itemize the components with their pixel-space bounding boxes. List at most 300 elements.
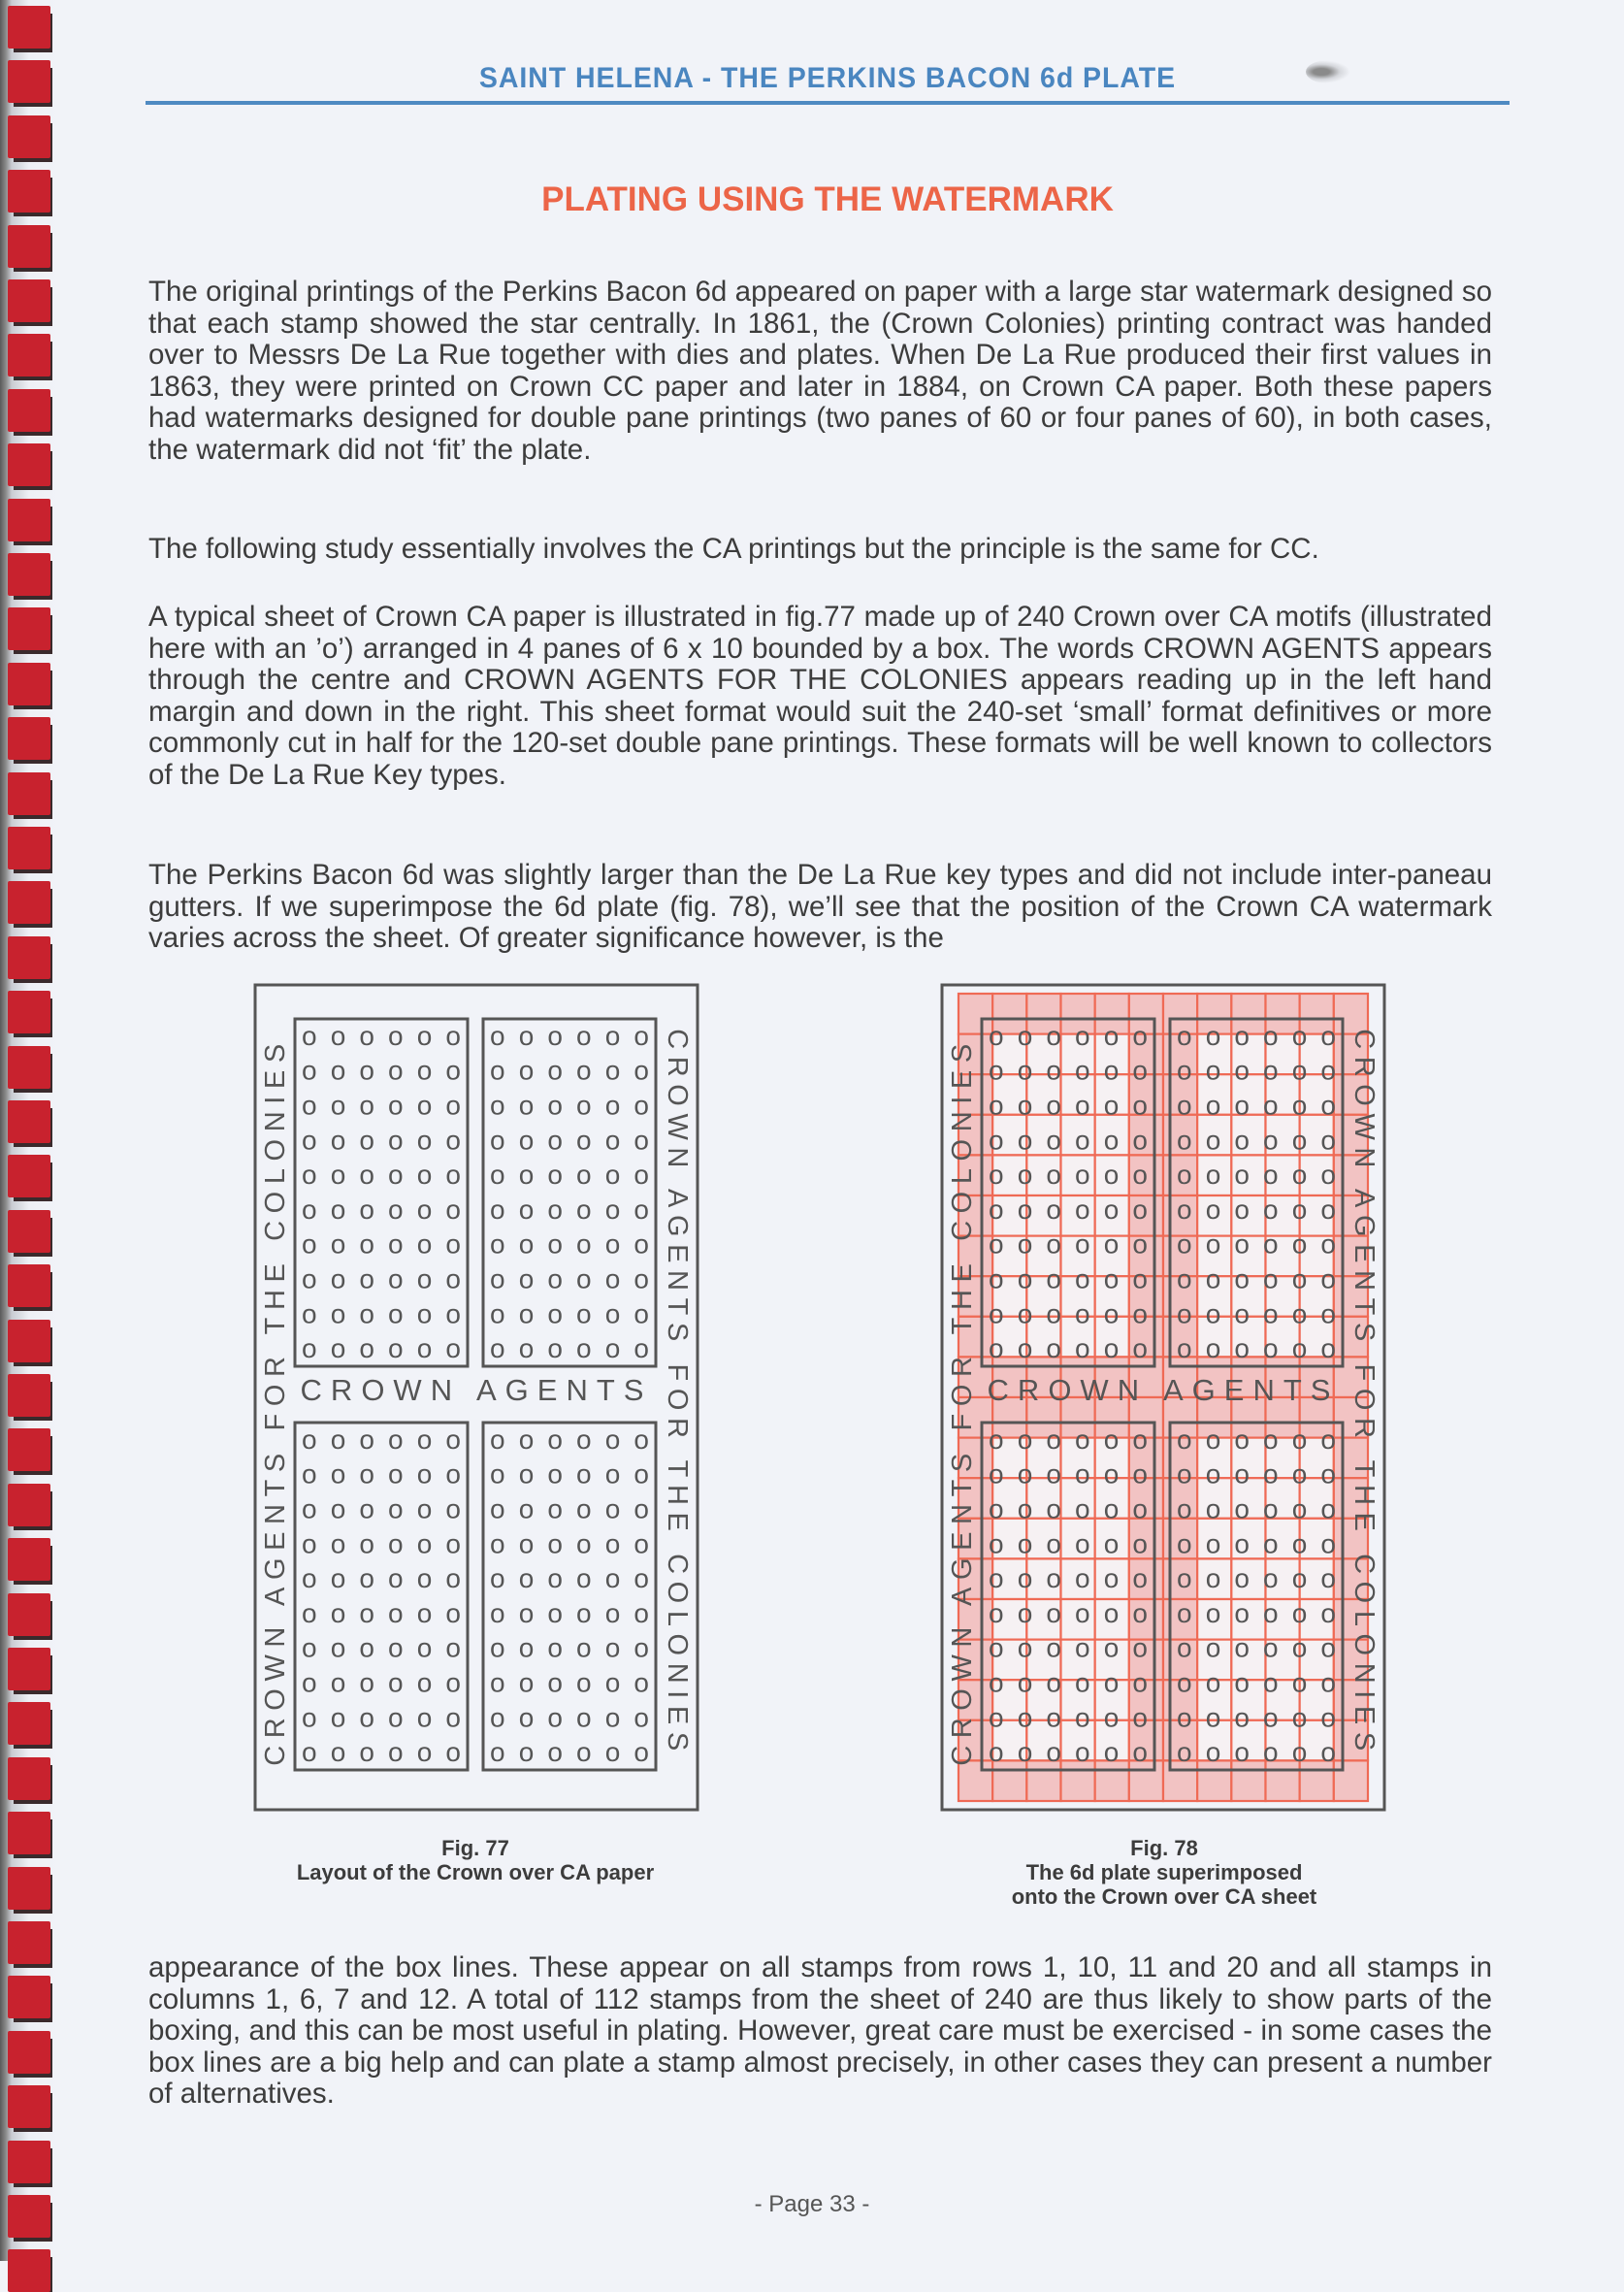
crown-ca-motif: o <box>1263 1632 1279 1663</box>
binding-ring <box>8 1264 50 1307</box>
crown-ca-motif: o <box>302 1055 317 1086</box>
watermark-pane-box <box>483 1019 656 1366</box>
crown-ca-motif: o <box>1177 1298 1192 1329</box>
crown-ca-motif: o <box>330 1333 346 1364</box>
crown-ca-motif: o <box>302 1424 317 1455</box>
figure-77-caption <box>233 1836 718 1884</box>
crown-ca-motif: o <box>1017 1702 1033 1733</box>
crown-ca-motif: o <box>490 1702 505 1733</box>
crown-ca-motif: o <box>1291 1194 1308 1225</box>
crown-ca-motif: o <box>1177 1055 1192 1086</box>
crown-ca-motif: o <box>445 1632 461 1663</box>
crown-ca-motif: o <box>1017 1160 1033 1191</box>
crown-ca-motif: o <box>1075 1228 1090 1260</box>
crown-ca-motif: o <box>576 1563 592 1594</box>
crown-ca-motif: o <box>547 1298 563 1329</box>
crown-ca-motif: o <box>1017 1597 1033 1628</box>
crown-ca-motif: o <box>302 1263 317 1294</box>
crown-ca-motif: o <box>1263 1597 1279 1628</box>
crown-ca-motif: o <box>416 1563 433 1594</box>
crown-ca-motif: o <box>547 1194 563 1225</box>
crown-ca-motif: o <box>1132 1667 1148 1698</box>
crown-ca-motif: o <box>1291 1737 1308 1768</box>
crown-ca-motif: o <box>1177 1667 1192 1698</box>
crown-ca-motif: o <box>576 1702 592 1733</box>
crown-ca-motif: o <box>445 1737 461 1768</box>
binding-ring <box>8 717 50 760</box>
crown-ca-motif: o <box>1075 1125 1090 1156</box>
crown-ca-motif: o <box>1234 1020 1250 1051</box>
crown-ca-motif: o <box>1263 1090 1279 1121</box>
crown-ca-motif: o <box>445 1424 461 1455</box>
crown-ca-motif: o <box>1177 1702 1192 1733</box>
crown-ca-motif: o <box>633 1632 649 1663</box>
crown-ca-motif: o <box>547 1090 563 1121</box>
crown-ca-motif: o <box>416 1125 433 1156</box>
crown-ca-motif: o <box>1234 1333 1250 1364</box>
crown-ca-motif: o <box>1046 1228 1061 1260</box>
crown-ca-motif: o <box>302 1090 317 1121</box>
crown-ca-motif: o <box>490 1090 505 1121</box>
crown-ca-motif: o <box>989 1194 1004 1225</box>
crown-ca-motif: o <box>1291 1298 1308 1329</box>
crown-ca-motif: o <box>1075 1333 1090 1364</box>
crown-ca-motif: o <box>490 1424 505 1455</box>
crown-ca-motif: o <box>1234 1563 1250 1594</box>
crown-ca-motif: o <box>330 1055 346 1086</box>
crown-ca-motif: o <box>1075 1702 1090 1733</box>
crown-ca-motif: o <box>1132 1597 1148 1628</box>
crown-ca-motif: o <box>1205 1194 1221 1225</box>
binding-ring <box>8 499 50 541</box>
crown-ca-motif: o <box>1263 1702 1279 1733</box>
crown-ca-motif: o <box>547 1563 563 1594</box>
crown-ca-motif: o <box>1291 1160 1308 1191</box>
crown-ca-motif: o <box>633 1020 649 1051</box>
crown-ca-motif: o <box>1017 1333 1033 1364</box>
crown-ca-motif: o <box>1075 1737 1090 1768</box>
crown-ca-motif: o <box>633 1563 649 1594</box>
crown-ca-motif: o <box>518 1020 535 1051</box>
crown-ca-motif: o <box>416 1160 433 1191</box>
header-rule <box>146 101 1510 105</box>
crown-ca-motif: o <box>989 1563 1004 1594</box>
crown-ca-motif: o <box>576 1458 592 1490</box>
binding-ring <box>8 443 50 486</box>
crown-ca-motif: o <box>518 1458 535 1490</box>
crown-ca-motif: o <box>604 1090 621 1121</box>
crown-ca-motif: o <box>1263 1528 1279 1559</box>
crown-ca-motif: o <box>547 1263 563 1294</box>
crown-ca-motif: o <box>330 1424 346 1455</box>
crown-ca-motif: o <box>547 1458 563 1490</box>
binding-ring <box>8 2249 50 2292</box>
crown-ca-motif: o <box>388 1263 404 1294</box>
crown-ca-motif: o <box>302 1458 317 1490</box>
crown-ca-motif: o <box>1291 1090 1308 1121</box>
crown-ca-motif: o <box>604 1528 621 1559</box>
crown-ca-motif: o <box>416 1528 433 1559</box>
crown-ca-motif: o <box>604 1263 621 1294</box>
crown-ca-motif: o <box>1263 1263 1279 1294</box>
crown-ca-motif: o <box>518 1597 535 1628</box>
crown-ca-motif: o <box>989 1737 1004 1768</box>
crown-ca-motif: o <box>989 1458 1004 1490</box>
crown-ca-motif: o <box>1234 1298 1250 1329</box>
crown-ca-motif: o <box>1046 1632 1061 1663</box>
crown-ca-motif: o <box>1017 1737 1033 1768</box>
right-margin-watermark-text: CROWN AGENTS FOR THE COLONIES <box>662 1029 693 1758</box>
crown-ca-motif: o <box>302 1194 317 1225</box>
crown-ca-motif: o <box>1320 1125 1336 1156</box>
crown-ca-motif: o <box>1075 1563 1090 1594</box>
binding-ring <box>8 1428 50 1471</box>
crown-ca-motif: o <box>1075 1424 1090 1455</box>
crown-ca-motif: o <box>1320 1228 1336 1260</box>
crown-ca-sheet-diagram <box>252 982 700 1813</box>
crown-ca-motif: o <box>1103 1702 1120 1733</box>
crown-ca-motif: o <box>1234 1055 1250 1086</box>
center-watermark-text: CROWN AGENTS <box>987 1373 1340 1407</box>
plate-stamp-cell <box>1334 1760 1368 1801</box>
crown-ca-motif: o <box>604 1458 621 1490</box>
crown-ca-motif: o <box>445 1125 461 1156</box>
crown-ca-motif: o <box>604 1298 621 1329</box>
crown-ca-motif: o <box>330 1298 346 1329</box>
crown-ca-motif: o <box>576 1263 592 1294</box>
crown-ca-motif: o <box>989 1632 1004 1663</box>
crown-ca-motif: o <box>359 1458 374 1490</box>
crown-ca-motif: o <box>576 1055 592 1086</box>
crown-ca-motif: o <box>388 1632 404 1663</box>
crown-ca-motif: o <box>1132 1632 1148 1663</box>
crown-ca-motif: o <box>1263 1667 1279 1698</box>
crown-ca-motif: o <box>330 1632 346 1663</box>
crown-ca-motif: o <box>1017 1263 1033 1294</box>
binding-ring <box>8 2141 50 2183</box>
crown-ca-motif: o <box>445 1160 461 1191</box>
crown-ca-motif: o <box>547 1667 563 1698</box>
crown-ca-motif: o <box>359 1160 374 1191</box>
crown-ca-motif: o <box>1291 1493 1308 1524</box>
crown-ca-motif: o <box>633 1055 649 1086</box>
crown-ca-motif: o <box>1320 1263 1336 1294</box>
crown-ca-motif: o <box>1132 1020 1148 1051</box>
crown-ca-motif: o <box>547 1702 563 1733</box>
crown-ca-motif: o <box>1320 1090 1336 1121</box>
crown-ca-motif: o <box>518 1125 535 1156</box>
crown-ca-motif: o <box>518 1493 535 1524</box>
crown-ca-motif: o <box>302 1632 317 1663</box>
binding-ring <box>8 1648 50 1690</box>
crown-ca-motif: o <box>330 1263 346 1294</box>
crown-ca-motif: o <box>1075 1263 1090 1294</box>
crown-ca-motif: o <box>445 1563 461 1594</box>
binding-ring <box>8 389 50 432</box>
crown-ca-motif: o <box>1177 1563 1192 1594</box>
crown-ca-motif: o <box>1291 1528 1308 1559</box>
crown-ca-motif: o <box>547 1228 563 1260</box>
crown-ca-motif: o <box>302 1333 317 1364</box>
crown-ca-motif: o <box>1320 1458 1336 1490</box>
crown-ca-motif: o <box>1205 1493 1221 1524</box>
crown-ca-motif: o <box>1291 1632 1308 1663</box>
crown-ca-motif: o <box>576 1632 592 1663</box>
crown-ca-motif: o <box>359 1493 374 1524</box>
crown-ca-motif: o <box>388 1702 404 1733</box>
figure-78 <box>939 982 1387 1813</box>
crown-ca-motif: o <box>1291 1228 1308 1260</box>
crown-ca-motif: o <box>547 1333 563 1364</box>
crown-ca-motif: o <box>302 1597 317 1628</box>
crown-ca-motif: o <box>416 1597 433 1628</box>
crown-ca-motif: o <box>576 1020 592 1051</box>
crown-ca-motif: o <box>576 1493 592 1524</box>
crown-ca-motif: o <box>1205 1667 1221 1698</box>
crown-ca-motif: o <box>490 1125 505 1156</box>
crown-ca-motif: o <box>604 1702 621 1733</box>
crown-ca-motif: o <box>547 1424 563 1455</box>
crown-ca-motif: o <box>416 1194 433 1225</box>
crown-ca-motif: o <box>302 1493 317 1524</box>
crown-ca-motif: o <box>547 1737 563 1768</box>
crown-ca-motif: o <box>359 1228 374 1260</box>
crown-ca-motif: o <box>1046 1737 1061 1768</box>
binding-ring <box>8 772 50 815</box>
figure-78-text-2: onto the Crown over CA sheet <box>1011 1884 1317 1909</box>
crown-ca-motif: o <box>1132 1090 1148 1121</box>
crown-ca-motif: o <box>388 1597 404 1628</box>
crown-ca-motif: o <box>388 1333 404 1364</box>
crown-ca-motif: o <box>1017 1194 1033 1225</box>
crown-ca-motif: o <box>1132 1424 1148 1455</box>
crown-ca-motif: o <box>302 1667 317 1698</box>
crown-ca-motif: o <box>547 1055 563 1086</box>
binding-ring <box>8 1757 50 1800</box>
crown-ca-motif: o <box>518 1090 535 1121</box>
crown-ca-motif: o <box>1205 1563 1221 1594</box>
crown-ca-motif: o <box>1046 1493 1061 1524</box>
crown-ca-motif: o <box>1263 1458 1279 1490</box>
crown-ca-motif: o <box>604 1563 621 1594</box>
crown-ca-motif: o <box>518 1632 535 1663</box>
crown-ca-motif: o <box>388 1298 404 1329</box>
crown-ca-motif: o <box>1205 1702 1221 1733</box>
binding-ring <box>8 225 50 268</box>
crown-ca-motif: o <box>490 1493 505 1524</box>
crown-ca-motif: o <box>1046 1298 1061 1329</box>
crown-ca-motif: o <box>1132 1493 1148 1524</box>
crown-ca-motif: o <box>388 1424 404 1455</box>
crown-ca-motif: o <box>330 1563 346 1594</box>
crown-ca-motif: o <box>1046 1055 1061 1086</box>
crown-ca-motif: o <box>445 1194 461 1225</box>
binding-ring <box>8 1702 50 1745</box>
crown-ca-motif: o <box>1263 1055 1279 1086</box>
crown-ca-motif: o <box>1103 1298 1120 1329</box>
crown-ca-motif: o <box>1075 1160 1090 1191</box>
crown-ca-motif: o <box>1103 1528 1120 1559</box>
crown-ca-motif: o <box>989 1263 1004 1294</box>
crown-ca-motif: o <box>604 1228 621 1260</box>
crown-ca-motif: o <box>330 1597 346 1628</box>
figure-77-label: Fig. 77 <box>441 1836 509 1860</box>
crown-ca-motif: o <box>604 1194 621 1225</box>
crown-ca-motif: o <box>633 1090 649 1121</box>
crown-ca-motif: o <box>490 1632 505 1663</box>
figure-78-text-1: The 6d plate superimposed <box>1025 1860 1303 1884</box>
crown-ca-motif: o <box>989 1020 1004 1051</box>
crown-ca-motif: o <box>1205 1458 1221 1490</box>
crown-ca-motif: o <box>490 1228 505 1260</box>
crown-ca-motif: o <box>416 1228 433 1260</box>
crown-ca-motif: o <box>1205 1333 1221 1364</box>
binding-ring <box>8 1867 50 1910</box>
crown-ca-motif: o <box>1177 1090 1192 1121</box>
crown-ca-motif: o <box>416 1333 433 1364</box>
crown-ca-motif: o <box>1320 1194 1336 1225</box>
crown-ca-motif: o <box>1320 1160 1336 1191</box>
crown-ca-motif: o <box>1205 1160 1221 1191</box>
binding-ring <box>8 279 50 322</box>
crown-ca-motif: o <box>989 1090 1004 1121</box>
crown-ca-motif: o <box>388 1090 404 1121</box>
crown-ca-motif: o <box>576 1424 592 1455</box>
crown-ca-motif: o <box>604 1632 621 1663</box>
crown-ca-motif: o <box>1263 1160 1279 1191</box>
crown-ca-motif: o <box>633 1528 649 1559</box>
binding-ring <box>8 881 50 924</box>
crown-ca-motif: o <box>989 1055 1004 1086</box>
crown-ca-motif: o <box>388 1055 404 1086</box>
plate-stamp-cell <box>958 994 992 1034</box>
crown-ca-motif: o <box>330 1090 346 1121</box>
binding-ring <box>8 1046 50 1089</box>
binding-ring <box>8 1484 50 1526</box>
figure-77-text: Layout of the Crown over CA paper <box>296 1860 655 1884</box>
crown-ca-motif: o <box>1177 1194 1192 1225</box>
crown-ca-motif: o <box>633 1160 649 1191</box>
crown-ca-motif: o <box>1177 1458 1192 1490</box>
crown-ca-motif: o <box>1291 1125 1308 1156</box>
crown-ca-motif: o <box>1263 1228 1279 1260</box>
crown-ca-motif: o <box>1046 1528 1061 1559</box>
crown-ca-motif: o <box>1103 1667 1120 1698</box>
crown-ca-motif: o <box>1234 1090 1250 1121</box>
crown-ca-motif: o <box>388 1667 404 1698</box>
crown-ca-motif: o <box>359 1020 374 1051</box>
binding-ring <box>8 991 50 1033</box>
crown-ca-motif: o <box>989 1597 1004 1628</box>
crown-ca-motif: o <box>1177 1228 1192 1260</box>
crown-ca-motif: o <box>604 1020 621 1051</box>
crown-ca-motif: o <box>1075 1632 1090 1663</box>
crown-ca-motif: o <box>1017 1090 1033 1121</box>
crown-ca-motif: o <box>1075 1667 1090 1698</box>
crown-ca-motif: o <box>416 1298 433 1329</box>
crown-ca-motif: o <box>1177 1493 1192 1524</box>
crown-ca-motif: o <box>518 1333 535 1364</box>
crown-ca-motif: o <box>604 1424 621 1455</box>
crown-ca-motif: o <box>1132 1298 1148 1329</box>
paragraph-superimpose: The Perkins Bacon 6d was slightly larger than the De La Rue key types and did not include inter-paneau gutters. If we superimpose the 6d plate (fig. 78), we’ll see that the position of the Crown CA watermark varies across the sheet. Of greater significance however, is the <box>148 859 1492 954</box>
crown-ca-motif: o <box>1177 1333 1192 1364</box>
figure-78-label: Fig. 78 <box>1130 1836 1198 1860</box>
crown-ca-motif: o <box>1177 1160 1192 1191</box>
crown-ca-motif: o <box>330 1702 346 1733</box>
paragraph-box-lines: appearance of the box lines. These appear on all stamps from rows 1, 10, 11 and 20 and all stamps in columns 1, 6, 7 and 12. A total of 112 stamps from the sheet of 240 are thus likely to show parts of the boxing, and this can be most useful in plating. However, great care must be exercised - in some cases the box lines are a big help and can plate a stamp almost precisely, in other cases they can present a number of alternatives. <box>148 1951 1492 2110</box>
crown-ca-motif: o <box>1075 1597 1090 1628</box>
crown-ca-motif: o <box>359 1563 374 1594</box>
crown-ca-motif: o <box>302 1528 317 1559</box>
crown-ca-motif: o <box>1046 1563 1061 1594</box>
crown-ca-motif: o <box>330 1020 346 1051</box>
crown-ca-motif: o <box>989 1424 1004 1455</box>
crown-ca-motif: o <box>1075 1020 1090 1051</box>
crown-ca-motif: o <box>445 1493 461 1524</box>
crown-ca-motif: o <box>1075 1194 1090 1225</box>
crown-ca-motif: o <box>1103 1424 1120 1455</box>
crown-ca-motif: o <box>490 1667 505 1698</box>
crown-ca-motif: o <box>1046 1020 1061 1051</box>
crown-ca-motif: o <box>388 1125 404 1156</box>
binding-ring <box>8 1210 50 1253</box>
crown-ca-motif: o <box>302 1702 317 1733</box>
crown-ca-motif: o <box>1320 1424 1336 1455</box>
crown-ca-motif: o <box>1075 1493 1090 1524</box>
crown-ca-motif: o <box>1234 1228 1250 1260</box>
crown-ca-motif: o <box>1320 1702 1336 1733</box>
crown-ca-motif: o <box>1263 1020 1279 1051</box>
binding-ring <box>8 936 50 979</box>
crown-ca-motif: o <box>1291 1333 1308 1364</box>
center-watermark-text: CROWN AGENTS <box>300 1373 653 1407</box>
crown-ca-motif: o <box>1177 1632 1192 1663</box>
crown-ca-motif: o <box>1291 1667 1308 1698</box>
crown-ca-motif: o <box>1291 1563 1308 1594</box>
crown-ca-motif: o <box>633 1458 649 1490</box>
crown-ca-motif: o <box>1075 1090 1090 1121</box>
crown-ca-motif: o <box>1103 1493 1120 1524</box>
crown-ca-motif: o <box>604 1597 621 1628</box>
crown-ca-motif: o <box>1263 1563 1279 1594</box>
spiral-binding <box>0 0 58 2261</box>
crown-ca-motif: o <box>302 1020 317 1051</box>
crown-ca-motif: o <box>1291 1424 1308 1455</box>
crown-ca-motif: o <box>1017 1055 1033 1086</box>
crown-ca-motif: o <box>330 1737 346 1768</box>
crown-ca-motif: o <box>388 1563 404 1594</box>
crown-ca-motif: o <box>989 1528 1004 1559</box>
crown-ca-motif: o <box>518 1424 535 1455</box>
crown-ca-motif: o <box>302 1737 317 1768</box>
crown-ca-motif: o <box>1132 1563 1148 1594</box>
crown-ca-motif: o <box>388 1194 404 1225</box>
crown-ca-motif: o <box>1017 1125 1033 1156</box>
binding-ring <box>8 2085 50 2128</box>
crown-ca-motif: o <box>1046 1125 1061 1156</box>
section-title: PLATING USING THE WATERMARK <box>541 180 1114 218</box>
binding-ring <box>8 1100 50 1143</box>
crown-ca-motif: o <box>416 1263 433 1294</box>
crown-ca-motif: o <box>1075 1055 1090 1086</box>
crown-ca-motif: o <box>1234 1424 1250 1455</box>
crown-ca-motif: o <box>1234 1160 1250 1191</box>
crown-ca-motif: o <box>359 1055 374 1086</box>
crown-ca-motif: o <box>633 1737 649 1768</box>
crown-ca-motif: o <box>416 1020 433 1051</box>
crown-ca-motif: o <box>1205 1424 1221 1455</box>
